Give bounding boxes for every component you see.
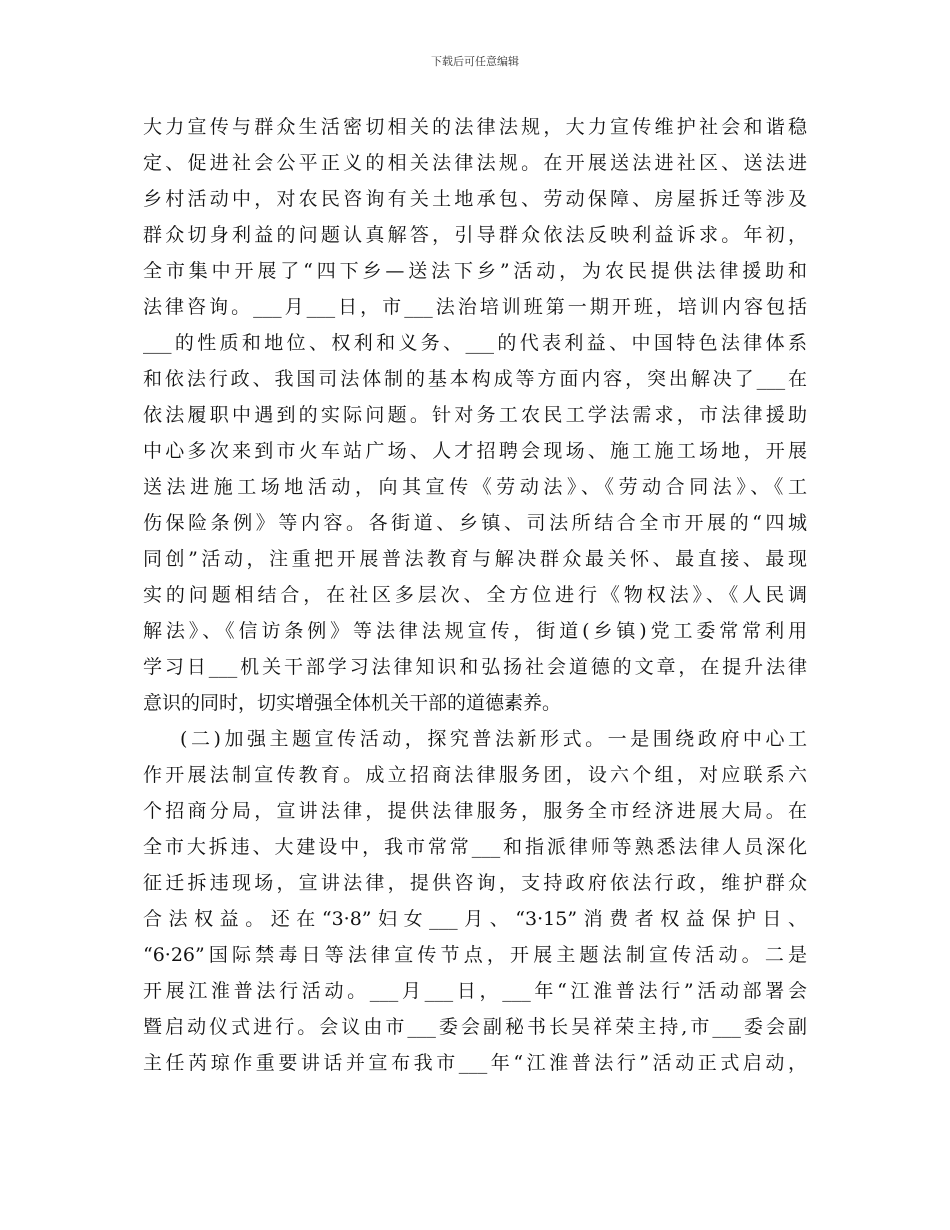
text-line: 全市集中开展了“四下乡—送法下乡”活动，为农民提供法律援助和 xyxy=(143,260,807,282)
text-line: 同创”活动，注重把开展普法教育与解决群众最关怀、最直接、最现 xyxy=(143,548,807,570)
text-line: 依法履职中遇到的实际问题。针对务工农民工学法需求，市法律援助 xyxy=(143,404,807,426)
page-header: 下载后可任意编辑 xyxy=(431,55,519,68)
text-line: 群众切身利益的问题认真解答，引导群众依法反映利益诉求。年初， xyxy=(143,224,807,246)
paragraph-end-line: 意识的同时，切实增强全体机关干部的道德素养。 xyxy=(143,692,562,714)
text-line: 法律咨询。___月___日，市___法治培训班第一期开班，培训内容包括 xyxy=(143,296,807,318)
text-line: 作开展法制宣传教育。成立招商法律服务团，设六个组，对应联系六 xyxy=(143,764,807,786)
document-body xyxy=(143,109,807,1081)
text-line: 主任芮琼作重要讲话并宣布我市___年“江淮普法行”活动正式启动， xyxy=(143,1052,807,1074)
text-line: 暨启动仪式进行。会议由市___委会副秘书长吴祥荣主持,市___委会副 xyxy=(143,1016,807,1038)
text-line: 学习日___机关干部学习法律知识和弘扬社会道德的文章，在提升法律 xyxy=(143,656,807,678)
text-line: 个招商分局，宣讲法律，提供法律服务，服务全市经济进展大局。在 xyxy=(143,800,807,822)
text-line: 解法》、《信访条例》等法律法规宣传，街道(乡镇)党工委常常利用 xyxy=(143,620,807,642)
paragraph-start-line: (二)加强主题宣传活动，探究普法新形式。一是围绕政府中心工 xyxy=(180,728,807,750)
text-line: “6·26”国际禁毒日等法律宣传节点，开展主题法制宣传活动。二是 xyxy=(143,944,807,966)
text-line: 全市大拆违、大建设中，我市常常___和指派律师等熟悉法律人员深化 xyxy=(143,836,807,858)
text-line: 征迁拆违现场，宣讲法律，提供咨询，支持政府依法行政，维护群众 xyxy=(143,872,807,894)
text-line: ___的性质和地位、权利和义务、___的代表利益、中国特色法律体系 xyxy=(143,332,807,354)
text-line: 中心多次来到市火车站广场、人才招聘会现场、施工施工场地，开展 xyxy=(143,440,807,462)
text-line: 乡村活动中，对农民咨询有关土地承包、劳动保障、房屋拆迁等涉及 xyxy=(143,188,807,210)
text-line: 定、促进社会公平正义的相关法律法规。在开展送法进社区、送法进 xyxy=(143,152,807,174)
text-line: 和依法行政、我国司法体制的基本构成等方面内容，突出解决了___在 xyxy=(143,368,807,390)
text-line: 实的问题相结合，在社区多层次、全方位进行《物权法》、《人民调 xyxy=(143,584,807,606)
text-line: 开展江淮普法行活动。___月___日，___年“江淮普法行”活动部署会 xyxy=(143,980,807,1002)
text-line: 合法权益。还在“3·8”妇女___月、“3·15”消费者权益保护日、 xyxy=(143,908,807,930)
text-line: 送法进施工场地活动，向其宣传《劳动法》、《劳动合同法》、《工 xyxy=(143,476,807,498)
text-line: 大力宣传与群众生活密切相关的法律法规，大力宣传维护社会和谐稳 xyxy=(143,116,807,138)
text-line: 伤保险条例》等内容。各街道、乡镇、司法所结合全市开展的“四城 xyxy=(143,512,807,534)
